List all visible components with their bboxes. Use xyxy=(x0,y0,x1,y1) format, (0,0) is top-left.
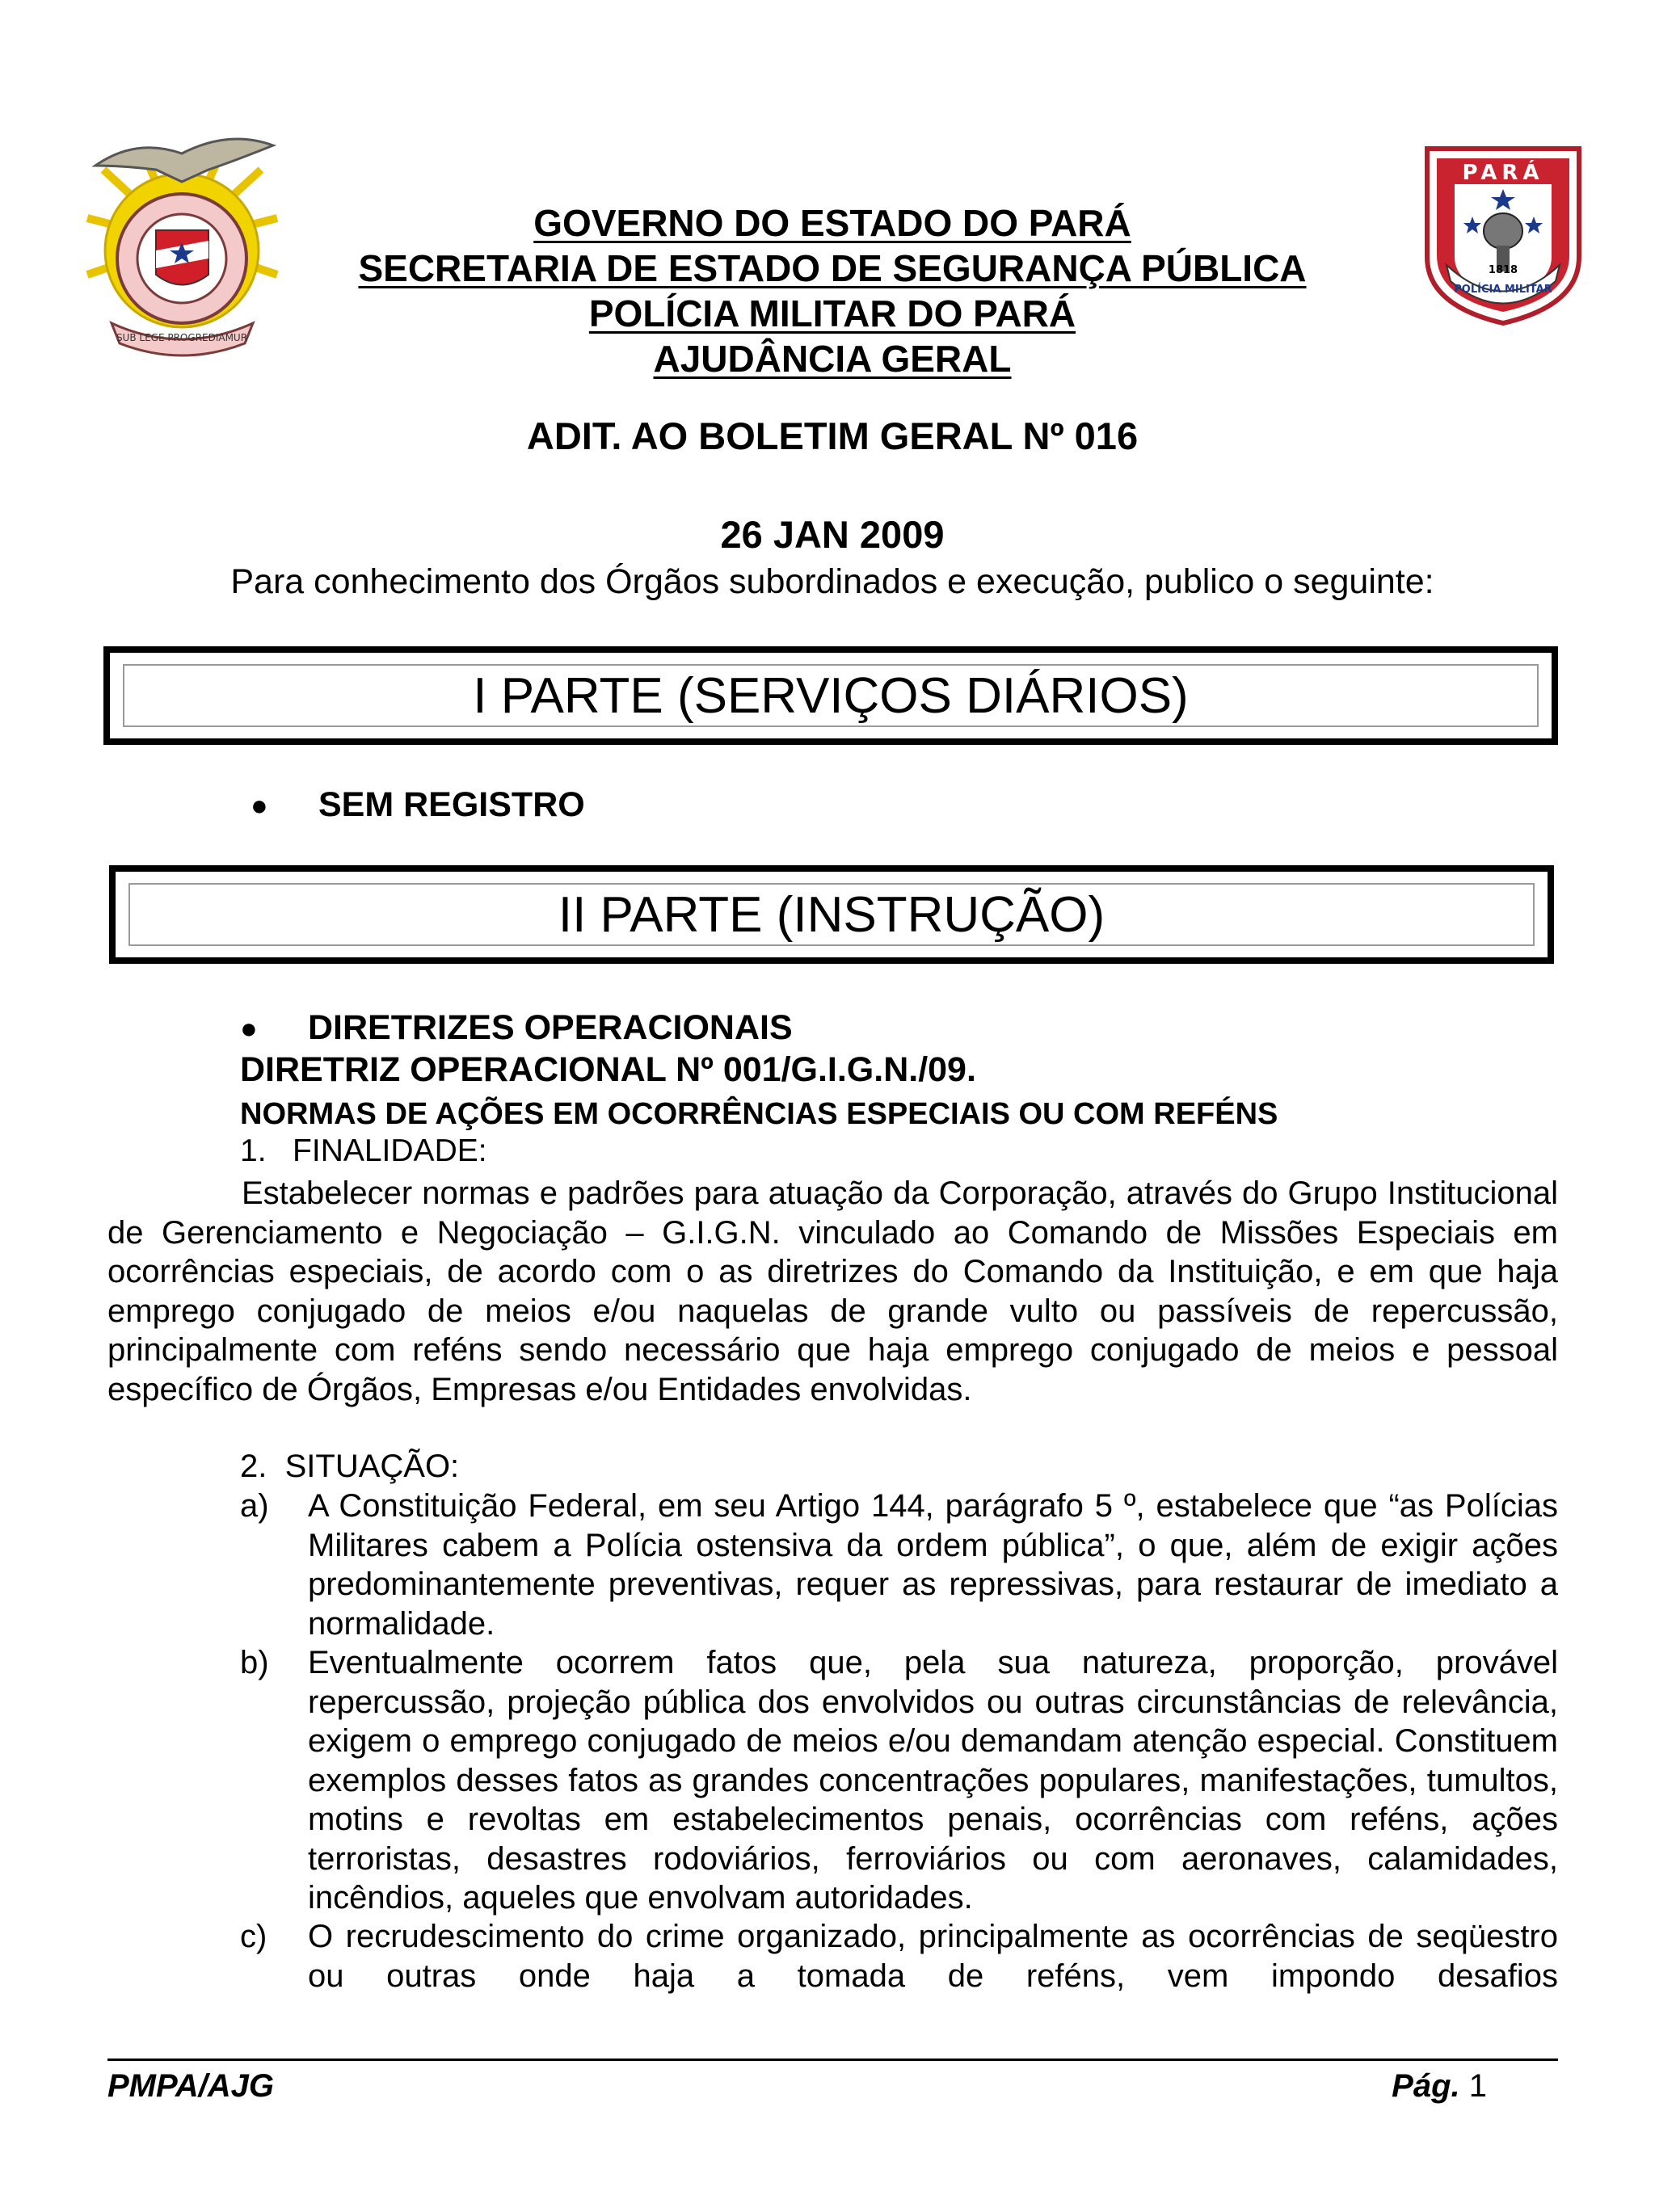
intro-line: Para conhecimento dos Órgãos subordinados e execução, publico o seguinte: xyxy=(230,562,1434,601)
header-police: POLÍCIA MILITAR DO PARÁ xyxy=(588,292,1076,334)
bullet-icon: ● xyxy=(240,1011,258,1045)
item-text: Eventualmente ocorrem fatos que, pela sua natureza, proporção, provável repercussão, projeção pública dos envolvidos ou outras circunstâncias de relevância, exigem o emprego conjugado de meios e/ou demandam atenção especial. Constituem exemplos desses fatos as grandes concentrações populares, manifestações, tumultos, motins e revoltas em estabelecimentos penais, ocorrências com reféns, ações terroristas, desastres rodoviários, ferroviários ou com aeronaves, calamidades, incêndios, aqueles que envolvam autoridades. xyxy=(308,1645,1558,1916)
situacao-item-c xyxy=(240,1917,1558,1995)
header-ajudancia: AJUDÂNCIA GERAL xyxy=(653,338,1012,380)
finalidade-text: Estabelecer normas e padrões para atuação da Corporação, através do Grupo Institucional de Gerenciamento e Negociação – G.I.G.N. vinculado ao Comando de Missões Especiais em ocorrências especiais, de acordo com o as diretrizes do Comando da Instituição, e em que haja emprego conjugado de meios e/ou naquelas de grande vulto ou passíveis de repercussão, principalmente com reféns sendo necessário que haja emprego conjugado de meios e pessoal específico de Órgãos, Empresas e/ou Entidades envolvidas. xyxy=(107,1175,1558,1407)
part1-bullet xyxy=(251,785,585,825)
item-text: A Constituição Federal, em seu Artigo 144, parágrafo 5 º, estabelece que “as Polícias Militares cabem a Polícia ostensiva da ordem pública”, o que, além de exigir ações predominantemente preventivas, requer as repressivas, para restaurar de imediato a normalidade. xyxy=(308,1488,1558,1642)
situacao-heading: 2. SITUAÇÃO: xyxy=(240,1449,460,1484)
part1-box xyxy=(103,646,1558,745)
footer-page-label: Pág. xyxy=(1392,2068,1460,2104)
directive-number: DIRETRIZ OPERACIONAL Nº 001/G.I.G.N./09. xyxy=(240,1050,976,1089)
footer-page xyxy=(1392,2068,1487,2105)
finalidade-paragraph xyxy=(107,1174,1558,1409)
part1-title: I PARTE (SERVIÇOS DIÁRIOS) xyxy=(123,664,1539,727)
footer-page-number: 1 xyxy=(1468,2068,1487,2104)
part2-title: II PARTE (INSTRUÇÃO) xyxy=(128,883,1535,946)
directive-subtitle: NORMAS DE AÇÕES EM OCORRÊNCIAS ESPECIAIS OU COM REFÉNS xyxy=(240,1097,1278,1131)
situacao-item-a xyxy=(240,1487,1558,1643)
header-government: GOVERNO DO ESTADO DO PARÁ xyxy=(533,202,1131,244)
pm-para-shield-icon xyxy=(1422,144,1584,328)
item-label: b) xyxy=(240,1645,269,1680)
situacao-item-b xyxy=(240,1643,1558,1918)
item-label: a) xyxy=(240,1488,269,1524)
item-label: c) xyxy=(240,1919,267,1954)
bulletin-title: ADIT. AO BOLETIM GERAL Nº 016 xyxy=(526,414,1139,457)
bullet-icon: ● xyxy=(251,788,268,822)
footer-org: PMPA/AJG xyxy=(107,2068,274,2104)
part1-bullet-text: SEM REGISTRO xyxy=(318,785,585,824)
shield-year: 1818 xyxy=(1488,264,1518,276)
header-block xyxy=(242,200,1422,381)
finalidade-heading-text: 1. FINALIDADE: xyxy=(240,1133,487,1168)
pm-para-shield-logo xyxy=(1422,144,1584,328)
footer-divider xyxy=(107,2059,1558,2061)
bulletin-date: 26 JAN 2009 xyxy=(720,513,945,556)
part2-box xyxy=(109,865,1554,964)
header-secretariat: SECRETARIA DE ESTADO DE SEGURANÇA PÚBLICA xyxy=(358,247,1307,289)
shield-top-text: PARÁ xyxy=(1462,161,1544,185)
finalidade-heading xyxy=(240,1133,487,1169)
shield-banner: POLÍCIA MILITAR xyxy=(1454,284,1552,296)
part2-bullet xyxy=(240,1008,793,1048)
part2-bullet-text: DIRETRIZES OPERACIONAIS xyxy=(308,1008,793,1047)
item-text: O recrudescimento do crime organizado, principalmente as ocorrências de seqüestro ou outras onde haja a tomada de reféns, vem impondo desafios xyxy=(308,1919,1558,1994)
motto-text: SUB LEGE PROGREDIAMUR xyxy=(116,332,248,343)
